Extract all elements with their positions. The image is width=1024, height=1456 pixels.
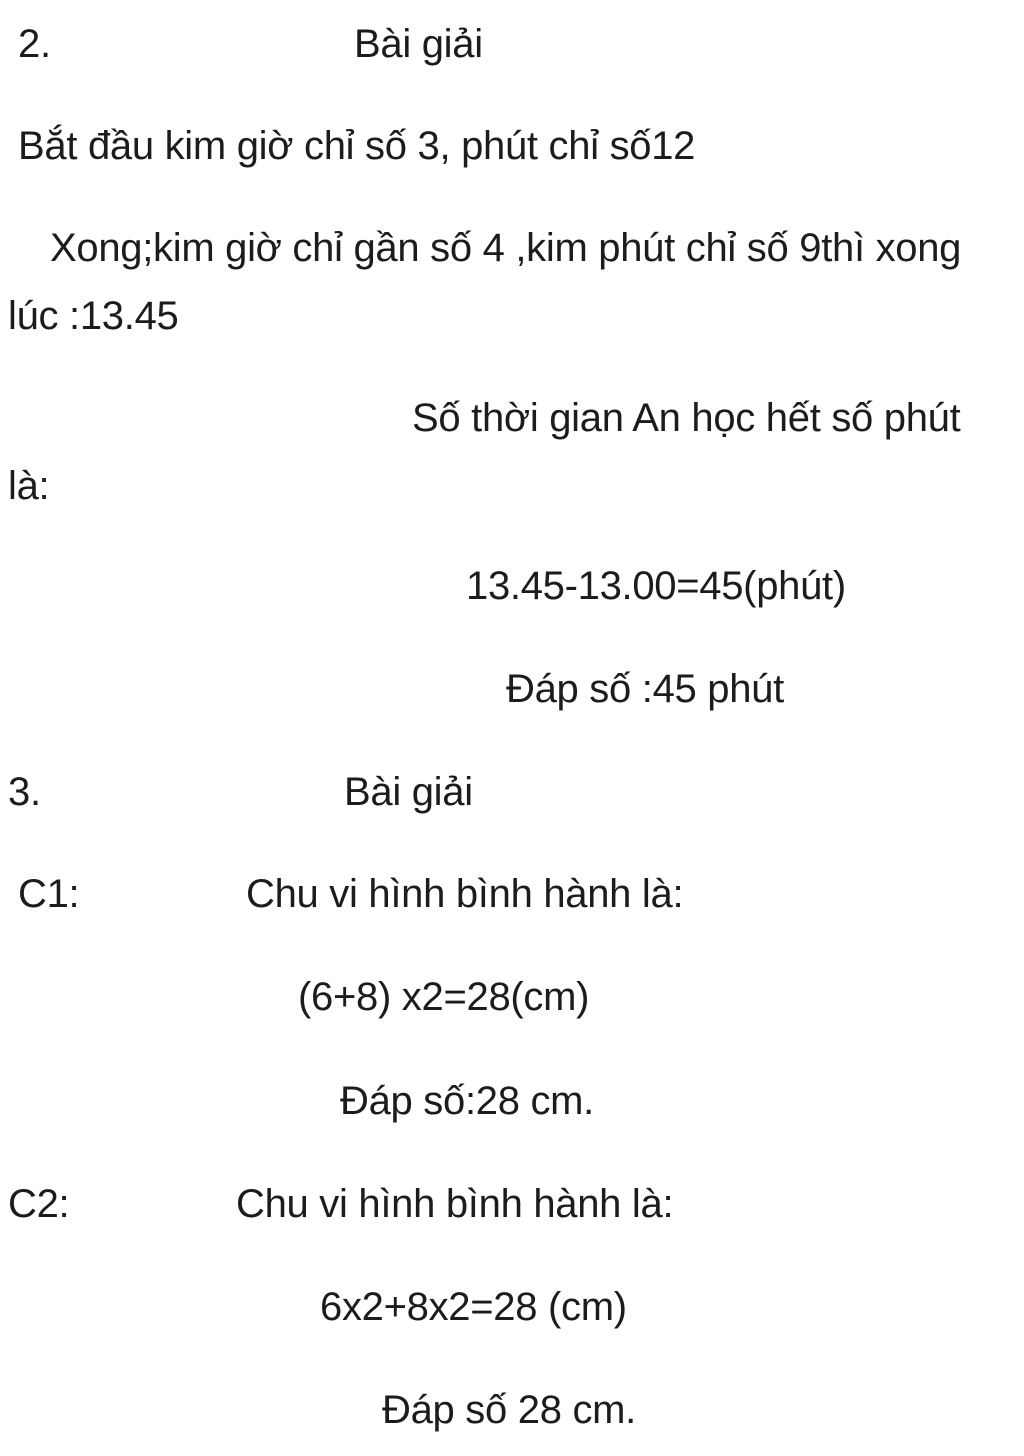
problem-3-c1-statement: Chu vi hình bình hành là: <box>246 872 684 916</box>
problem-2-answer: Đáp số :45 phút <box>506 667 784 711</box>
problem-2-number: 2. <box>18 22 51 66</box>
problem-3-c2-answer: Đáp số 28 cm. <box>382 1388 636 1432</box>
problem-2-end-time-line-2: lúc :13.45 <box>8 294 179 338</box>
problem-3-c1-label: C1: <box>18 872 80 916</box>
problem-3-c2-label: C2: <box>8 1182 70 1226</box>
problem-3-c1-calculation: (6+8) x2=28(cm) <box>298 975 590 1019</box>
problem-2-calculation: 13.45-13.00=45(phút) <box>466 564 846 608</box>
problem-3-c2-calculation: 6x2+8x2=28 (cm) <box>320 1285 627 1329</box>
problem-2-heading: Bài giải <box>354 22 483 66</box>
problem-3-c2-statement: Chu vi hình bình hành là: <box>236 1182 674 1226</box>
problem-3-c1-answer: Đáp số:28 cm. <box>340 1079 594 1123</box>
problem-3-heading: Bài giải <box>344 770 473 814</box>
problem-2-question-line-2: là: <box>8 464 50 508</box>
problem-2-question-line-1: Số thời gian An học hết số phút <box>412 396 961 440</box>
problem-3-number: 3. <box>8 770 41 814</box>
problem-2-end-time-line-1: Xong;kim giờ chỉ gần số 4 ,kim phút chỉ số 9thì xong <box>50 226 962 270</box>
problem-2-start-time-line: Bắt đầu kim giờ chỉ số 3, phút chỉ số12 <box>18 124 696 168</box>
